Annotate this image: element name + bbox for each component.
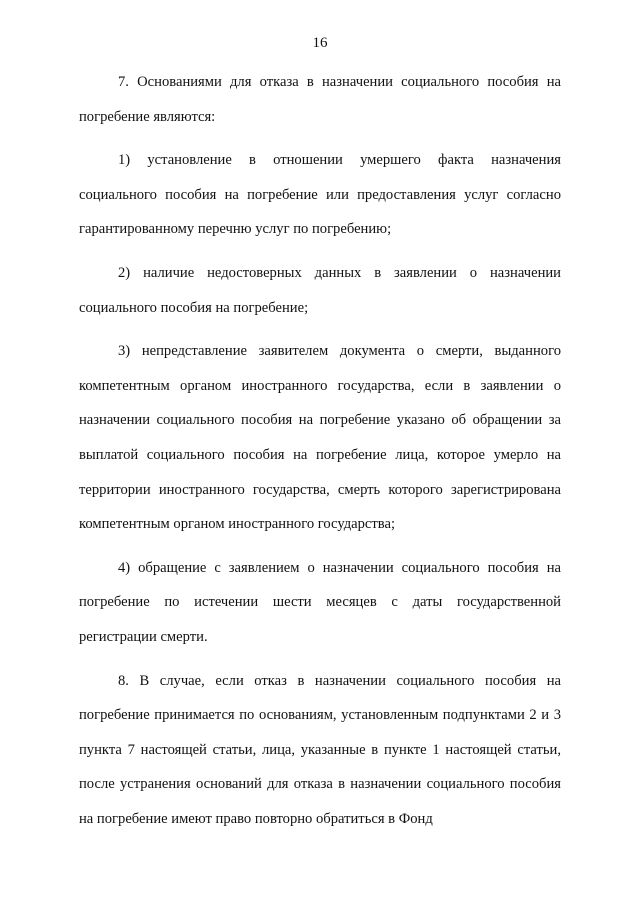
paragraph-item-8: 8. В случае, если отказ в назначении социального пособия на погребение принимается по основаниям, установленным подпунктами 2 и 3 пункта 7 настоящей статьи, лица, указанные в пункте 1 настоящей статьи, после устранения оснований для отказа в назначении социального пособия на погребение имеют право повторно обратиться в Фонд [79,672,561,827]
paragraph-subitem-4: 4) обращение с заявлением о назначении социального пособия на погребение по истечении шести месяцев с даты государственной регистрации смерти. [79,559,561,645]
paragraph-item-7-intro: 7. Основаниями для отказа в назначении социального пособия на погребение являются: [79,74,561,125]
paragraph-subitem-2: 2) наличие недостоверных данных в заявлении о назначении социального пособия на погребение; [79,264,561,316]
page-number: 16 [312,35,328,51]
paragraph-subitem-3: 3) непредставление заявителем документа о смерти, выданного компетентным органом иностранного государства, если в заявлении о назначении социального пособия на погребение указано об обращении за выплатой социального пособия на погребение лица, которое умерло на территории иностранного государства, смерть которого зарегистрирована компетентным органом иностранного государства; [79,343,561,533]
document-body [79,65,561,845]
paragraph-subitem-1: 1) установление в отношении умершего факта назначения социального пособия на погребение или предоставления услуг согласно гарантированному перечню услуг по погребению; [79,152,561,238]
